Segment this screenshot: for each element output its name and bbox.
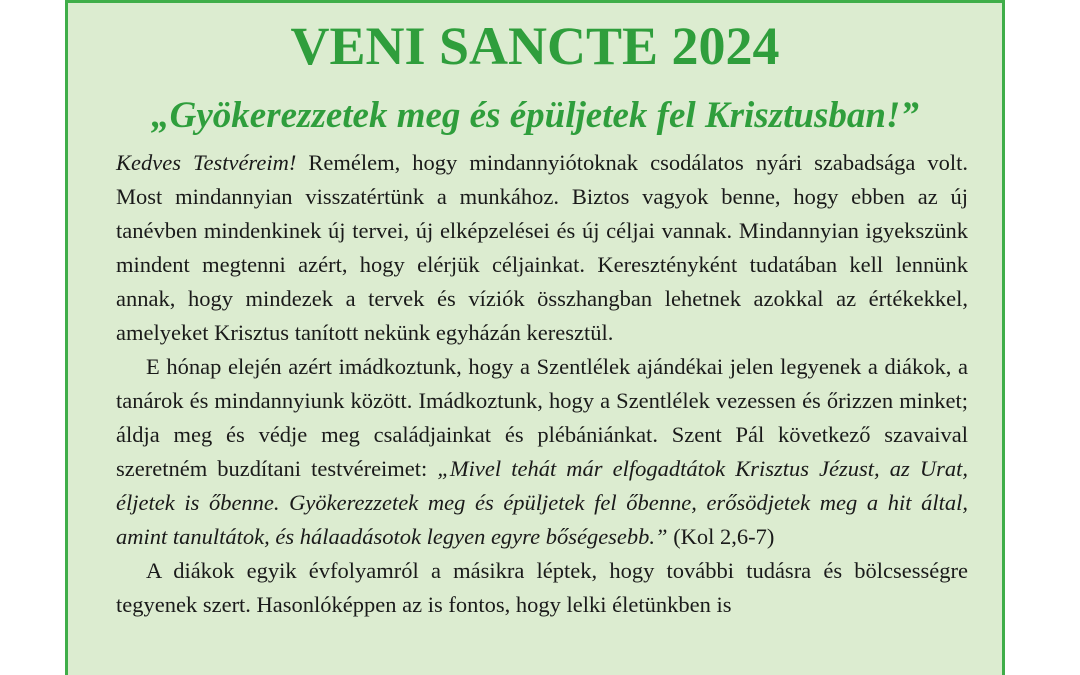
page-title: VENI SANCTE 2024 [290,16,780,76]
paragraph-text: A diákok egyik évfolyamról a másikra léptek, hogy további tudásra és bölcsességre tegyenek szert. Hasonlóképpen az is fontos, hogy lelki életünkben is [116,558,968,617]
subtitle-quote: „Gyökerezzetek meg és épüljetek fel Krisztusban!” [151,95,919,136]
scripture-quote: „Mivel tehát már elfogadtátok Krisztus Jézust, az Urat, éljetek is őbenne. Gyökerezzetek meg és épüljetek fel őbenne, erősödjetek meg a hit által, amint tanultátok, és hálaadásotok legyen egyre bőségesebb.” [116,456,968,549]
scripture-reference: (Kol 2,6-7) [667,524,775,549]
greeting: Kedves Testvéreim! [116,150,297,175]
paragraph-1 [116,146,968,350]
article-body [116,146,968,622]
paragraph-text: E hónap elején azért imádkoztunk, hogy a Szentlélek ajándékai jelen legyenek a diákok, a tanárok és mindannyiunk között. Imádkoztunk, hogy a Szentlélek vezessen és őrizzen minket; áldja meg és védje meg családjainkat és plébániánkat. Szent Pál következő szavaival szeretném buzdítani testvéreimet: [116,354,968,481]
paragraph-3 [116,554,968,622]
paragraph-2 [116,350,968,554]
paragraph-text: Remélem, hogy mindannyiótoknak csodálatos nyári szabadsága volt. Most mindannyian visszatértünk a munkához. Biztos vagyok benne, hogy ebben az új tanévben mindenkinek új tervei, új elképzelései és új céljai vannak. Mindannyian igyekszünk mindent megtenni azért, hogy elérjük céljainkat. Keresztényként tudatában kell lennünk annak, hogy mindezek a tervek és víziók összhangban lehetnek azokkal az értékekkel, amelyeket Krisztus tanított nekünk egyházán keresztül. [116,150,968,345]
